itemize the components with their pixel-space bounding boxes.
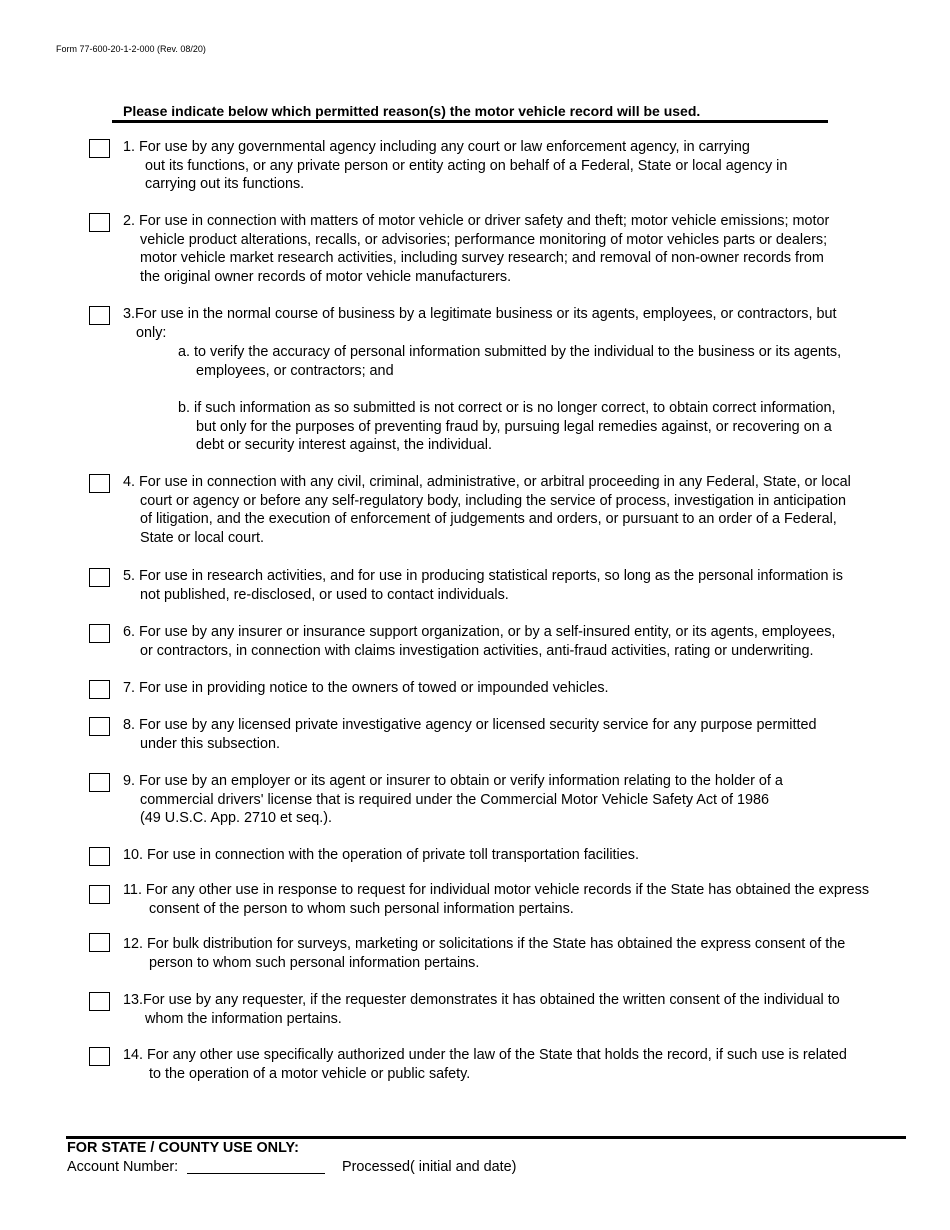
reason-11-checkbox[interactable] <box>89 885 110 904</box>
section-heading: Please indicate below which permitted reason(s) the motor vehicle record will be used. <box>112 103 828 123</box>
reason-6-text-line: 6. For use by any insurer or insurance support organization, or by a self-insured entity, or its agents, employees, <box>123 624 836 640</box>
reason-12-checkbox[interactable] <box>89 933 110 952</box>
reason-6-text-line: or contractors, in connection with claims investigation activities, anti-fraud activities, rating or underwriting. <box>140 642 814 659</box>
reason-5-checkbox[interactable] <box>89 568 110 587</box>
reason-3-sub-a-line: a. to verify the accuracy of personal information submitted by the individual to the business or its agents, <box>178 344 842 360</box>
reason-9-checkbox[interactable] <box>89 773 110 792</box>
reason-11-text-line: consent of the person to whom such personal information pertains. <box>149 900 574 917</box>
processed-label: Processed( initial and date) <box>342 1159 517 1175</box>
reason-6-checkbox[interactable] <box>89 624 110 643</box>
reason-3-checkbox[interactable] <box>89 306 110 325</box>
reason-10-checkbox[interactable] <box>89 847 110 866</box>
footer-title: FOR STATE / COUNTY USE ONLY: <box>67 1140 299 1156</box>
account-number-field[interactable] <box>187 1173 325 1174</box>
reason-2-text-line: the original owner records of motor vehicle manufacturers. <box>140 269 512 286</box>
reason-9-text-line: 9. For use by an employer or its agent or insurer to obtain or verify information relating to the holder of a <box>123 773 783 789</box>
reason-8-checkbox[interactable] <box>89 717 110 736</box>
reason-3-sub-a-line: employees, or contractors; and <box>196 362 394 379</box>
reason-3-text-line: 3.For use in the normal course of business by a legitimate business or its agents, employees, or contractors, but <box>123 306 837 322</box>
reason-3-sub-b-line: but only for the purposes of preventing fraud by, pursuing legal remedies against, or recovering on a <box>196 418 832 435</box>
reason-1-text-line: out its functions, or any private person or entity acting on behalf of a Federal, State or local agency in <box>145 157 788 174</box>
reason-9-text-line: commercial drivers' license that is required under the Commercial Motor Vehicle Safety Act of 1986 <box>140 791 770 808</box>
reason-1-text-line: 1. For use by any governmental agency including any court or law enforcement agency, in carrying <box>123 139 750 155</box>
reason-3-text-line: only: <box>136 324 167 341</box>
reason-2-text-line: motor vehicle market research activities, including survey research; and removal of non-owner records from <box>140 250 824 267</box>
reason-8-text-line: under this subsection. <box>140 735 280 752</box>
reason-10-text-line: 10. For use in connection with the operation of private toll transportation facilities. <box>123 847 639 863</box>
reason-3-sub-b-line: b. if such information as so submitted is not correct or is no longer correct, to obtain correct information, <box>178 400 836 416</box>
reason-12-text-line: 12. For bulk distribution for surveys, marketing or solicitations if the State has obtained the express consent of the <box>123 936 846 952</box>
reason-1-checkbox[interactable] <box>89 139 110 158</box>
reason-14-text-line: to the operation of a motor vehicle or public safety. <box>149 1065 471 1082</box>
reason-7-checkbox[interactable] <box>89 680 110 699</box>
reason-2-text-line: vehicle product alterations, recalls, or advisories; performance monitoring of motor vehicles parts or dealers; <box>140 231 828 248</box>
reason-5-text-line: 5. For use in research activities, and for use in producing statistical reports, so long as the personal information is <box>123 568 843 584</box>
reason-3-sub-b-line: debt or security interest against, the individual. <box>196 437 492 454</box>
reason-13-text-line: 13.For use by any requester, if the requester demonstrates it has obtained the written consent of the individual to <box>123 992 840 1008</box>
reason-12-text-line: person to whom such personal information pertains. <box>149 954 480 971</box>
reason-4-text-line: 4. For use in connection with any civil, criminal, administrative, or arbitral proceeding in any Federal, State, or local <box>123 474 851 490</box>
reason-4-text-line: State or local court. <box>140 530 264 547</box>
reason-4-checkbox[interactable] <box>89 474 110 493</box>
reason-4-text-line: court or agency or before any self-regulatory body, including the service of process, investigation in anticipation <box>140 492 847 509</box>
reason-2-checkbox[interactable] <box>89 213 110 232</box>
account-number-label: Account Number: <box>67 1159 179 1175</box>
reason-14-checkbox[interactable] <box>89 1047 110 1066</box>
reason-11-text-line: 11. For any other use in response to request for individual motor vehicle records if the State has obtained the express <box>123 882 870 898</box>
footer-divider <box>66 1136 906 1139</box>
reason-8-text-line: 8. For use by any licensed private investigative agency or licensed security service for any purpose permitted <box>123 717 817 733</box>
reason-9-text-line: (49 U.S.C. App. 2710 et seq.). <box>140 810 332 827</box>
reason-7-text-line: 7. For use in providing notice to the owners of towed or impounded vehicles. <box>123 680 609 696</box>
reason-13-text-line: whom the information pertains. <box>145 1010 342 1027</box>
form-number: Form 77-600-20-1-2-000 (Rev. 08/20) <box>56 44 206 54</box>
reason-13-checkbox[interactable] <box>89 992 110 1011</box>
reason-4-text-line: of litigation, and the execution of enforcement of judgements and orders, or pursuant to an order of a Federal, <box>140 511 837 528</box>
reason-14-text-line: 14. For any other use specifically authorized under the law of the State that holds the record, if such use is related <box>123 1047 847 1063</box>
reason-1-text-line: carrying out its functions. <box>145 176 305 193</box>
reason-2-text-line: 2. For use in connection with matters of motor vehicle or driver safety and theft; motor vehicle emissions; motor <box>123 213 830 229</box>
reason-5-text-line: not published, re-disclosed, or used to contact individuals. <box>140 586 509 603</box>
